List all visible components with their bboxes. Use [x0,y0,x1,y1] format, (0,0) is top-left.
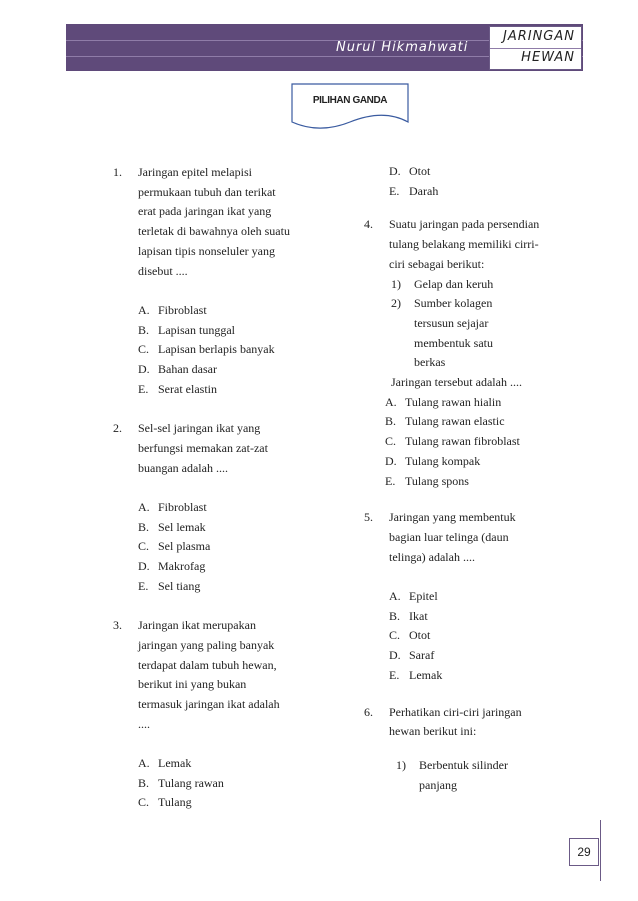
answer-option: E. Tulang spons [385,473,469,488]
column-right [364,162,564,795]
list-item: 1) Gelap dan keruh [391,276,494,291]
answer-option: D. Tulang kompak [385,453,481,468]
question-stem: Jaringan epitel melapisi permukaan tubuh dan terikat erat pada jaringan ikat yang terletak di bawahnya oleh suatu lapisan tipis nonseluler yang disebut .... [138,165,290,278]
answer-option: D. Bahan dasar [138,362,217,377]
answer-options [138,754,313,813]
question-number: 2. [113,421,122,436]
answer-option: E. Serat elastin [138,381,217,396]
list-item: 2) Sumber kolagen [391,296,493,311]
question-stem: Suatu jaringan pada persendian tulang belakang memiliki cirri- ciri sebagai berikut: [389,217,540,271]
question-1 [113,163,313,399]
answer-option: B. Tulang rawan elastic [385,414,505,429]
characteristics-list [364,756,564,795]
list-item: 1) Berbentuk silinder [396,757,508,772]
section-title: PILIHAN GANDA [312,95,388,106]
question-stem: Sel-sel jaringan ikat yang berfungsi memakan zat-zat buangan adalah .... [138,421,268,475]
answer-option: B. Lapisan tunggal [138,322,235,337]
answer-options [385,393,564,492]
header-title-line2: HEWAN [521,50,575,65]
list-item: tersusun sejajar [414,315,489,330]
answer-option: B. Sel lemak [138,519,206,534]
header-title-box [489,26,582,70]
question-number: 4. [364,217,373,232]
answer-option: A. Tulang rawan hialin [385,394,502,409]
answer-option: E. Lemak [389,667,443,682]
question-stem: Perhatikan ciri-ciri jaringan hewan berikut ini: [389,704,522,739]
header-title-line1: JARINGAN [502,29,575,44]
banner-shape [290,82,410,132]
answer-options [389,587,564,686]
answer-option: C. Tulang [138,795,192,810]
answer-options [138,498,313,597]
answer-option: E. Sel tiang [138,578,201,593]
question-4 [364,215,564,491]
answer-option: C. Otot [389,628,431,643]
answer-option: D. Makrofag [138,559,206,574]
list-item: panjang [419,777,457,792]
question-stem: Jaringan ikat merupakan jaringan yang paling banyak terdapat dalam tubuh hewan, berikut ini yang bukan termasuk jaringan ikat adalah .... [138,618,280,731]
answer-option: C. Lapisan berlapis banyak [138,342,275,357]
question-stem: Jaringan yang membentuk bagian luar telinga (daun telinga) adalah .... [389,510,516,564]
answer-option: C. Tulang rawan fibroblast [385,434,520,449]
list-item: membentuk satu [414,335,493,350]
page-corner-line [600,820,601,881]
answer-option: B. Ikat [389,608,428,623]
question-number: 6. [364,704,373,719]
question-lead: Jaringan tersebut adalah .... [391,375,522,390]
answer-option: A. Epitel [389,589,438,604]
answer-option: C. Sel plasma [138,539,211,554]
question-2 [113,419,313,596]
answer-options [138,301,313,400]
question-number: 5. [364,510,373,525]
page-number: 29 [569,838,599,866]
answer-option: E. Darah [389,183,439,198]
question-3 [113,616,313,813]
list-item: berkas [414,355,446,370]
answer-option: A. Fibroblast [138,499,207,514]
answer-options-continued [389,162,564,201]
answer-option: A. Fibroblast [138,302,207,317]
answer-option: D. Saraf [389,648,435,663]
column-left [113,163,313,813]
question-number: 1. [113,165,122,179]
question-number: 3. [113,618,122,633]
question-5 [364,508,564,685]
answer-option: A. Lemak [138,756,192,771]
question-6 [364,703,564,796]
header-author: Nurul Hikmahwati [336,40,469,55]
answer-option: D. Otot [389,164,431,178]
characteristics-list [364,275,564,374]
answer-option: B. Tulang rawan [138,775,224,790]
